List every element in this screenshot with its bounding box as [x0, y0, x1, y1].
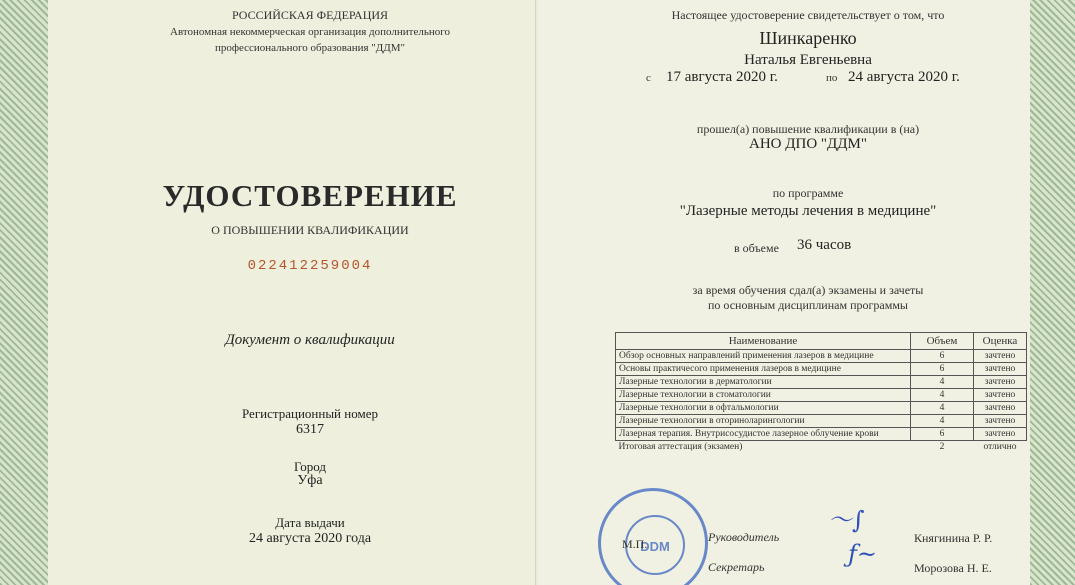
- head-name: Княгинина Р. Р.: [914, 531, 993, 545]
- row-name: Лазерные технологии в стоматологии: [616, 389, 911, 402]
- to-label: по: [826, 72, 838, 84]
- exam-line-1: за время обучения сдал(а) экзамены и зачеты: [692, 283, 924, 297]
- secretary-label: Секретарь: [708, 560, 765, 574]
- program-label: по программе: [772, 186, 844, 200]
- exam-line-2: по основным дисциплинам программы: [707, 298, 908, 312]
- row-grade: зачтено: [974, 428, 1027, 441]
- secretary-signature: ƒ~: [848, 540, 877, 568]
- from-label: с: [646, 72, 651, 84]
- registration-number: 6317: [296, 422, 324, 437]
- row-volume: 2: [939, 442, 945, 452]
- org-line-2: профессионального образования "ДДМ": [214, 42, 406, 54]
- right-ornament-border: [1030, 0, 1075, 585]
- row-volume: 4: [911, 415, 974, 428]
- holder-name: Наталья Евгеньевна: [744, 52, 872, 68]
- city-label: Город: [293, 459, 327, 474]
- row-name: Лазерные технологии в дерматологии: [616, 376, 911, 389]
- left-page: [0, 0, 537, 585]
- issue-date-label: Дата выдачи: [275, 515, 345, 530]
- row-grade: зачтено: [974, 389, 1027, 402]
- row-volume: 4: [911, 389, 974, 402]
- document-type: Документ о квалификации: [225, 332, 395, 348]
- row-grade: зачтено: [974, 415, 1027, 428]
- head-label: Руководитель: [708, 530, 780, 544]
- registration-label: Регистрационный номер: [242, 406, 378, 421]
- program-name: "Лазерные методы лечения в медицине": [679, 203, 937, 219]
- city-value: Уфа: [297, 473, 323, 488]
- disciplines-table: [615, 332, 1027, 453]
- document-subtitle: О ПОВЫШЕНИИ КВАЛИФИКАЦИИ: [211, 223, 409, 237]
- from-date: 17 августа 2020 г.: [666, 69, 778, 85]
- organization-value: АНО ДПО "ДДМ": [749, 136, 867, 152]
- seal-logo-text: DDM: [640, 539, 670, 554]
- table-row: [616, 402, 1027, 415]
- country-label: РОССИЙСКАЯ ФЕДЕРАЦИЯ: [231, 8, 389, 22]
- left-ornament-border: [0, 0, 48, 585]
- row-name: Лазерные технологии в офтальмологии: [616, 402, 911, 415]
- head-signature: 〜∫: [828, 506, 865, 534]
- to-date: 24 августа 2020 г.: [848, 69, 960, 85]
- table-row: [616, 363, 1027, 376]
- holder-surname: Шинкаренко: [759, 28, 857, 48]
- row-volume: 4: [911, 402, 974, 415]
- passed-label: прошел(а) повышение квалификации в (на): [696, 122, 920, 136]
- volume-value: 36 часов: [797, 237, 852, 253]
- row-volume: 6: [911, 363, 974, 376]
- table-header-row: [616, 333, 1027, 350]
- header-name: Наименование: [616, 333, 911, 350]
- table-row: [616, 428, 1027, 441]
- table-row: [616, 415, 1027, 428]
- row-name: Итоговая аттестация (экзамен): [618, 442, 743, 452]
- intro-text: Настоящее удостоверение свидетельствует о том, что: [671, 8, 945, 22]
- org-line-1: Автономная некоммерческая организация дополнительного: [170, 26, 450, 38]
- row-volume: 6: [911, 350, 974, 363]
- right-page: [538, 0, 1075, 585]
- row-grade: зачтено: [974, 376, 1027, 389]
- volume-label: в объеме: [734, 241, 779, 255]
- row-volume: 6: [911, 428, 974, 441]
- row-grade: отлично: [983, 442, 1017, 452]
- document-number: 022412259004: [247, 258, 373, 274]
- row-name: Обзор основных направлений применения лазеров в медицине: [616, 350, 911, 363]
- table-row: [616, 389, 1027, 402]
- row-grade: зачтено: [974, 350, 1027, 363]
- issue-date-value: 24 августа 2020 года: [248, 531, 372, 546]
- secretary-name: Морозова Н. Е.: [914, 561, 992, 575]
- table-row: [616, 350, 1027, 363]
- header-grade: Оценка: [974, 333, 1027, 350]
- document-title: УДОСТОВЕРЕНИЕ: [162, 178, 458, 213]
- table-row: [616, 376, 1027, 389]
- stamp-place-label: М.П.: [622, 537, 648, 551]
- row-name: Лазерная терапия. Внутрисосудистое лазерное облучение крови: [616, 428, 911, 441]
- organization-seal: [598, 488, 708, 585]
- row-grade: зачтено: [974, 363, 1027, 376]
- row-name: Лазерные технологии в оториноларингологии: [616, 415, 911, 428]
- row-name: Основы практичесого применения лазеров в медицине: [616, 363, 911, 376]
- header-volume: Объем: [911, 333, 974, 350]
- row-grade: зачтено: [974, 402, 1027, 415]
- table-row: [616, 441, 1027, 454]
- row-volume: 4: [911, 376, 974, 389]
